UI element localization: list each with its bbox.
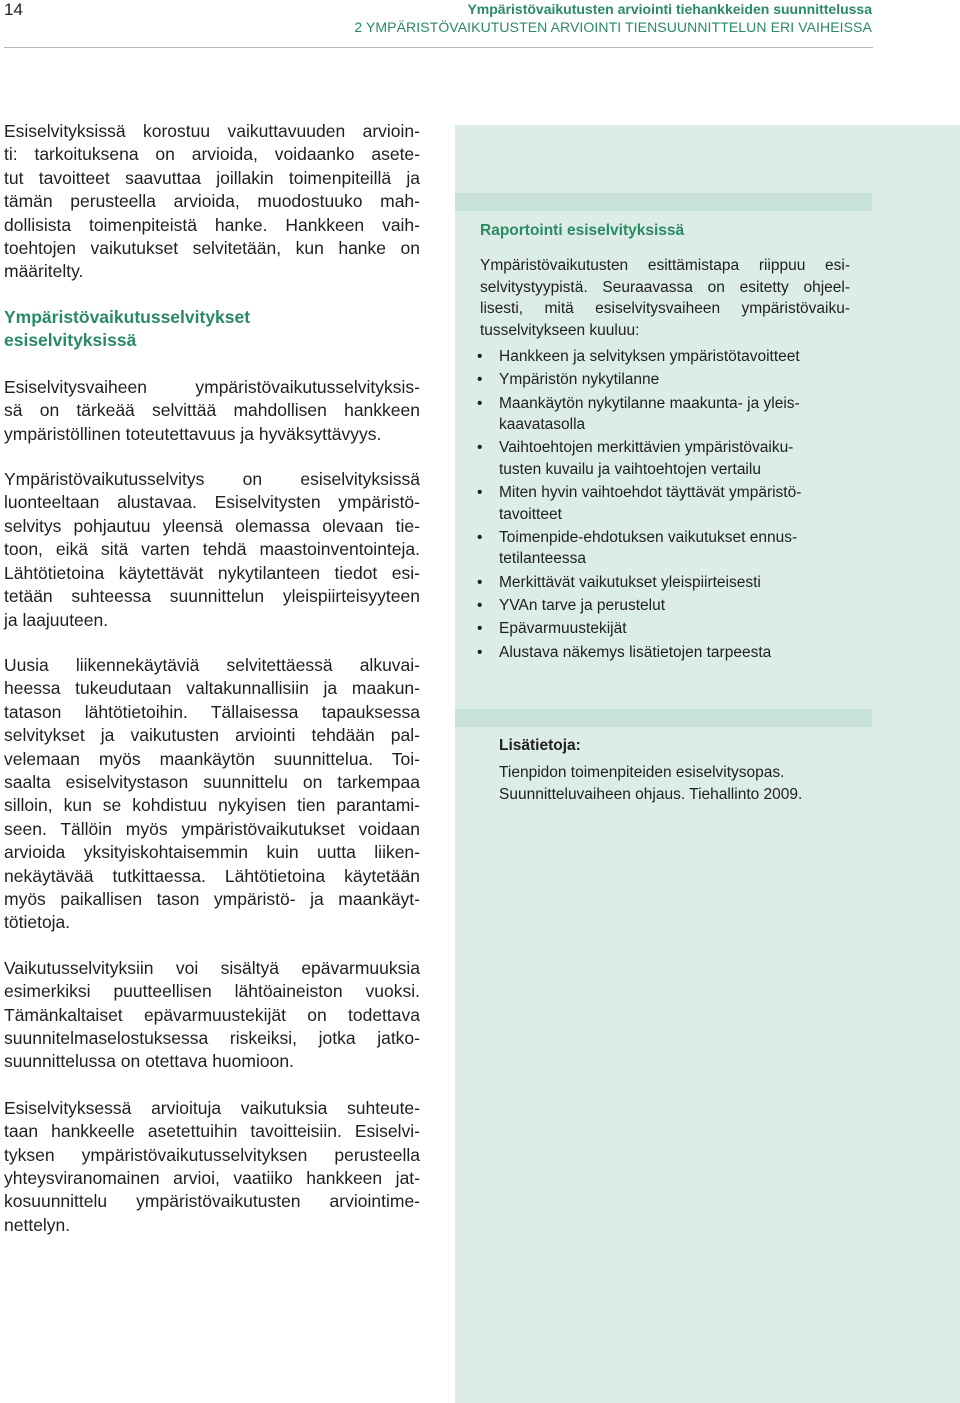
text-line: Ympäristövaikutusten esittämistapa riippuu esi- [480,257,850,274]
text-line: tetään suhteessa suunnittelun yleispiirteisyyteen [4,586,420,607]
main-column [4,120,420,1237]
list-item-line: Maankäytön nykytilanne maakunta- ja yleis- [499,394,800,412]
list-item [477,369,857,391]
running-head-chapter: 2 YMPÄRISTÖVAIKUTUSTEN ARVIOINTI TIENSUUNNITTELUN ERI VAIHEISSA [354,19,872,35]
text-line: esiselvityksissä [4,330,137,351]
text-line: määritelty. [4,261,84,282]
text-line: Suunnitteluvaiheen ohjaus. Tiehallinto 2009. [499,785,803,803]
bullet-icon: • [477,348,483,365]
text-line: yhteysviranomainen arvioi, vaatiiko hankkeen jat- [4,1168,420,1189]
text-line: kosuunnittelu ympäristövaikutusten arviointime- [4,1191,420,1212]
text-line: Esiselvityksessä arvioituja vaikutuksia suhteute- [4,1097,420,1118]
text-line: toon, eikä sitä varten tehdä maastoinventointeja. [4,539,420,560]
list-item [477,482,857,525]
list-item-line: Vaihtoehtojen merkittävien ympäristövaiku- [499,439,794,457]
text-line: suunnittelussa on otettava huomioon. [4,1051,294,1072]
text-line: Uusia liikennekäytäviä selvitettäessä alkuvai- [4,654,420,675]
list-item-line: YVAn tarve ja perustelut [499,597,665,615]
bullet-icon: • [477,484,483,502]
paragraph-uncertainties [4,957,420,1074]
sidebar-intro [480,255,850,341]
text-line: ti: tarkoituksena on arvioida, voidaanko asete- [4,144,420,165]
text-line: luonteeltaan alustavaa. Esiselvitysten ympäristö- [4,492,420,513]
bullet-icon: • [477,371,483,389]
list-item-line: Ympäristön nykytilanne [499,371,660,389]
list-item [477,393,857,436]
bullet-icon: • [477,597,483,615]
text-line: taan hankkeelle asetettuihin tavoitteisiin. Esiselvi- [4,1121,420,1142]
text-line: Tämänkaltaiset epävarmuustekijät on todettava [4,1004,420,1025]
list-item [477,437,857,480]
list-item-line: Merkittävät vaikutukset yleispiirteisesti [499,573,761,591]
text-line: tusselvitykseen kuuluu: [480,321,640,339]
text-line: selvitys pohjautuu yleensä olemassa olevaan tie- [4,515,420,536]
list-item-line: tavoitteet [499,505,562,523]
list-item [477,346,857,368]
running-head-title: Ympäristövaikutusten arviointi tiehankkeiden suunnittelussa [467,1,872,17]
list-item-line: tusten kuvailu ja vaihtoehtojen vertailu [499,460,761,478]
text-line: velemaan myös maankäytön suunnittelua. Toi- [4,748,420,769]
sidebar-box [455,125,960,1403]
list-item-line: Toimenpide-ehdotuksen vaikutukset ennus- [499,528,798,546]
text-line: ympäristöllinen toteutettavuus ja hyväksyttävyys. [4,423,382,444]
text-line: Vaikutusselvityksiin voi sisältyä epävarmuuksia [4,957,420,978]
text-line: tötietoja. [4,912,71,933]
text-line: Lähtötietoina käytettävät nykytilanteen tiedot esi- [4,562,420,583]
list-item-line: Alustava näkemys lisätietojen tarpeesta [499,643,772,661]
list-item-line: kaavatasolla [499,416,586,434]
bullet-icon: • [477,394,483,412]
text-line: tyksen ympäristövaikutusselvityksen perusteella [4,1144,420,1165]
list-item-line: Epävarmuustekijät [499,620,627,638]
page-number: 14 [4,0,23,19]
text-line: silloin, kun se kohdistuu nykyisen tien parantami- [4,795,420,816]
list-item-line: Miten hyvin vaihtoehdot täyttävät ympäristö- [499,484,802,502]
bullet-icon: • [477,620,483,638]
more-info-title: Lisätietoja: [499,737,581,754]
text-line: dollisista toimenpiteistä hanke. Hankkeen vaih- [4,214,420,235]
text-line: ja laajuuteen. [4,609,109,630]
text-line: nekäytävää tutkittaessa. Lähtötietoina käytetään [4,865,420,886]
text-line: Ympäristövaikutusselvitykset [4,306,251,327]
paragraph-new-corridors [4,654,420,935]
sidebar-band-top [455,193,872,211]
text-line: tatason lähtötietoihin. Tällaisessa tapauksessa [4,701,420,722]
section-heading [4,306,420,353]
list-item-line: Hankkeen ja selvityksen ympäristötavoitteet [499,348,800,365]
text-line: Esiselvityksissä korostuu vaikuttavuuden arvioin- [4,121,420,141]
list-item [477,642,857,664]
text-line: lisesti, mitä esiselvitysvaiheen ympäristövaiku- [480,300,850,317]
text-line: selvitykset ja vaikutusten arviointi tehdään pal- [4,725,420,746]
bullet-icon: • [477,439,483,457]
text-line: saalta esiselvitystason suunnittelu on tarkempaa [4,771,420,792]
text-line: esimerkiksi puutteellisen lähtöaineiston vuoksi. [4,981,420,1002]
text-line: selvitystyypistä. Seuraavassa on esitetty ohjeel- [480,278,850,296]
paragraph-preliminary [4,468,420,632]
text-line: seen. Tällöin myös ympäristövaikutukset voidaan [4,818,420,839]
bullet-icon: • [477,528,483,546]
text-line: toehtojen vaikutukset selvitetään, kun hanke on [4,238,420,259]
more-info-text [499,762,802,805]
text-line: heessa tukeudutaan valtakunnallisiin ja maakun- [4,678,420,699]
list-item [477,618,857,640]
running-head [354,0,872,37]
sidebar-title: Raportointi esiselvityksissä [480,222,685,239]
text-line: tämän perusteella arvioida, muodostuuko mah- [4,191,420,212]
paragraph-feasibility [4,376,420,446]
list-item [477,595,857,617]
list-item [477,572,857,594]
text-line: Tienpidon toimenpiteiden esiselvitysopas. [499,764,785,781]
sidebar-list [477,346,857,665]
list-item-line: tetilanteessa [499,550,587,568]
text-line: sä on tärkeää selvittää mahdollisen hankkeen [4,400,420,421]
text-line: Esiselvitysvaiheen ympäristövaikutusselvityksis- [4,376,420,397]
sidebar-band-bottom [455,709,872,727]
bullet-icon: • [477,573,483,591]
text-line: tut tavoitteet saavuttaa joillakin toimenpiteillä ja [4,167,420,188]
text-line: myös paikallisen tason ympäristö- ja maankäyt- [4,888,420,909]
list-item [477,527,857,570]
text-line: arvioida yksityiskohtaisemmin kuin uutta liiken- [4,842,420,863]
header-divider [4,47,873,48]
text-line: Ympäristövaikutusselvitys on esiselvityksissä [4,469,420,490]
paragraph-objectives [4,1097,420,1237]
text-line: nettelyn. [4,1214,71,1235]
text-line: suunnitelmaselostuksessa riskeiksi, jotka jatko- [4,1028,420,1048]
intro-paragraph [4,120,420,284]
bullet-icon: • [477,643,483,661]
